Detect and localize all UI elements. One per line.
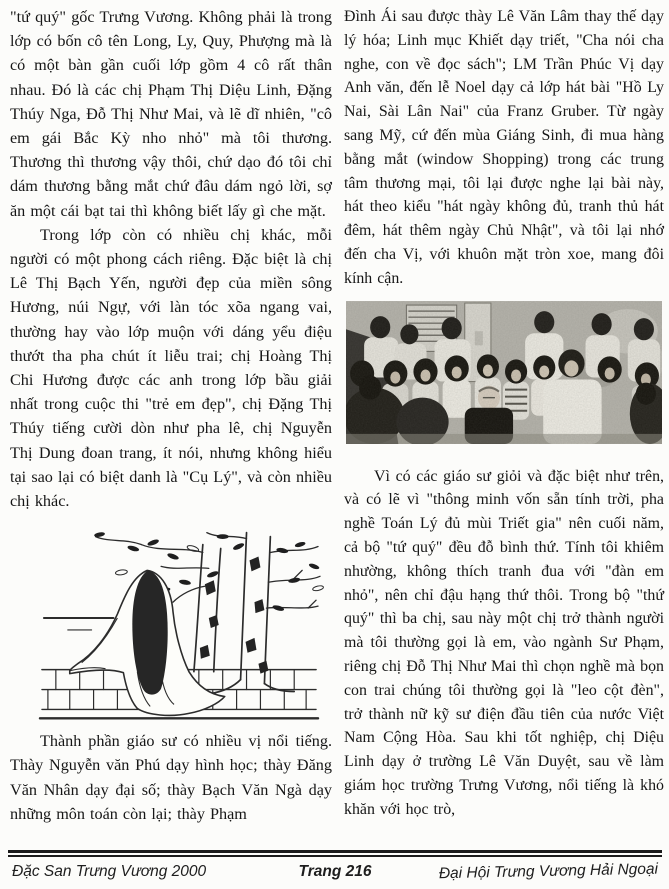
footer-publication-title: Đặc San Trưng Vương 2000 xyxy=(12,863,207,880)
paragraph-vi-co: Vì có các giáo sư giỏi và đặc biệt như trên, và có lẽ vì "thông minh vốn sẵn tính trời, pha nghề Toán Lý đủ mùi Triết gia" nên cuối năm, cả bộ "tứ quý" đều đỗ bình thứ. Tính tôi khiêm nhường, không thích tranh đua với "đàn em nhỏ", nên chỉ đậu hạng thứ thôi. Trong bộ "thứ quý" thì ba chị, sau này một chị trở thành người mà tôi thường gọi là em, vào ngành Sư Phạm, riêng chị Đỗ Thị Như Mai thì chọn nghề mà bọn con trai chúng tôi thường gọi là "leo cột đèn", trở thành nữ kỹ sư điện đầu tiên của nước Việt Nam Cộng Hòa. Sau khi tốt nghiệp, chị Diệu Linh dạy ở trường Lê Văn Duyệt, sau về làm giám học trường Trưng Vương, nổi tiếng là khó khăn với học trò, xyxy=(344,467,664,818)
paragraph-thanh-phan: Thành phần giáo sư có nhiều vị nổi tiếng. Thày Nguyễn văn Phú dạy hình học; thày Đăng Văn Nhân dạy đại số; thày Bạch Văn Ngà dạy những môn toán còn lại; thày Phạm xyxy=(10,732,332,823)
page-footer xyxy=(12,860,659,883)
photo-caption-gap xyxy=(344,444,664,465)
footer-page-number: Trang 216 xyxy=(298,863,372,880)
group-photo xyxy=(346,301,662,444)
footer-event-title: Đại Hội Trưng Vương Hải Ngoại xyxy=(438,860,659,883)
right-column xyxy=(344,5,664,822)
footer-divider xyxy=(8,850,662,857)
paragraph-trong-lop: Trong lớp còn có nhiều chị khác, mỗi người có một phong cách riêng. Đặc biệt là chị Lê Thị Bạch Yến, người đẹp của miền sông Hương, núi Ngự, với làn tóc xõa ngang vai, thường hay vào lớp muộn với dáng yểu điệu thướt tha pha chút ít liễu trai; chị Hoàng Thị Chi Hương được các anh trong lớp bầu giải nhất trong cuộc thi "trẻ em đẹp", chị Đặng Thị Thúy tiếng cười dòn như pha lê, chị Nguyễn Thị Dung đoan trang, ít nói, nhưng không hiểu tại sao lại có biệt danh là "Cụ Lý", và còn nhiều chị khác. xyxy=(10,225,332,511)
paragraph-tu-quy: "tứ quý" gốc Trưng Vương. Không phải là trong lớp có bốn cô tên Long, Ly, Quy, Phượng mà là có một bàn gần cuối lớp gồm 4 cô rất thân nhau. Đó là các chị Phạm Thị Diệu Linh, Đặng Thúy Nga, Đỗ Thị Như Mai, và lẽ dĩ nhiên, "cô em gái Bắc Kỳ nho nhỏ" mà tôi thương. Thương thì thương vậy thôi, chứ dạo đó tôi chỉ dám thương bằng mắt chứ đâu dám ngỏ lời, sợ ăn một cái bạt tai thì không biết lấy gì che mặt. xyxy=(10,8,332,220)
left-column xyxy=(10,5,332,826)
paragraph-dinh-ai: Đình Ái sau được thày Lê Văn Lâm thay thế dạy lý hóa; Linh mục Khiết dạy triết, "Cha nói cha nghe, con về đọc sách"; LM Trần Phúc Vị dạy Anh văn, đến lễ Noel dạy cả lớp hát bài "Hồ Ly Nai, Sài Lân Nai" của Franz Gruber. Từ ngày sang Mỹ, cứ đến mùa Giáng Sinh, đi mua hàng bằng mắt (window Shopping) trong các trung tâm thương mại, tôi lại được nghe lại bài này, hát theo kiểu "hát ngày không đủ, tranh thủ hát đêm, hát thêm ngày Chủ Nhật", và tôi lại nhớ đến cha Vị, với khuôn mặt tròn xoe, mang đôi kính cận. xyxy=(344,8,664,287)
illustration-woman-by-wall xyxy=(34,522,324,724)
